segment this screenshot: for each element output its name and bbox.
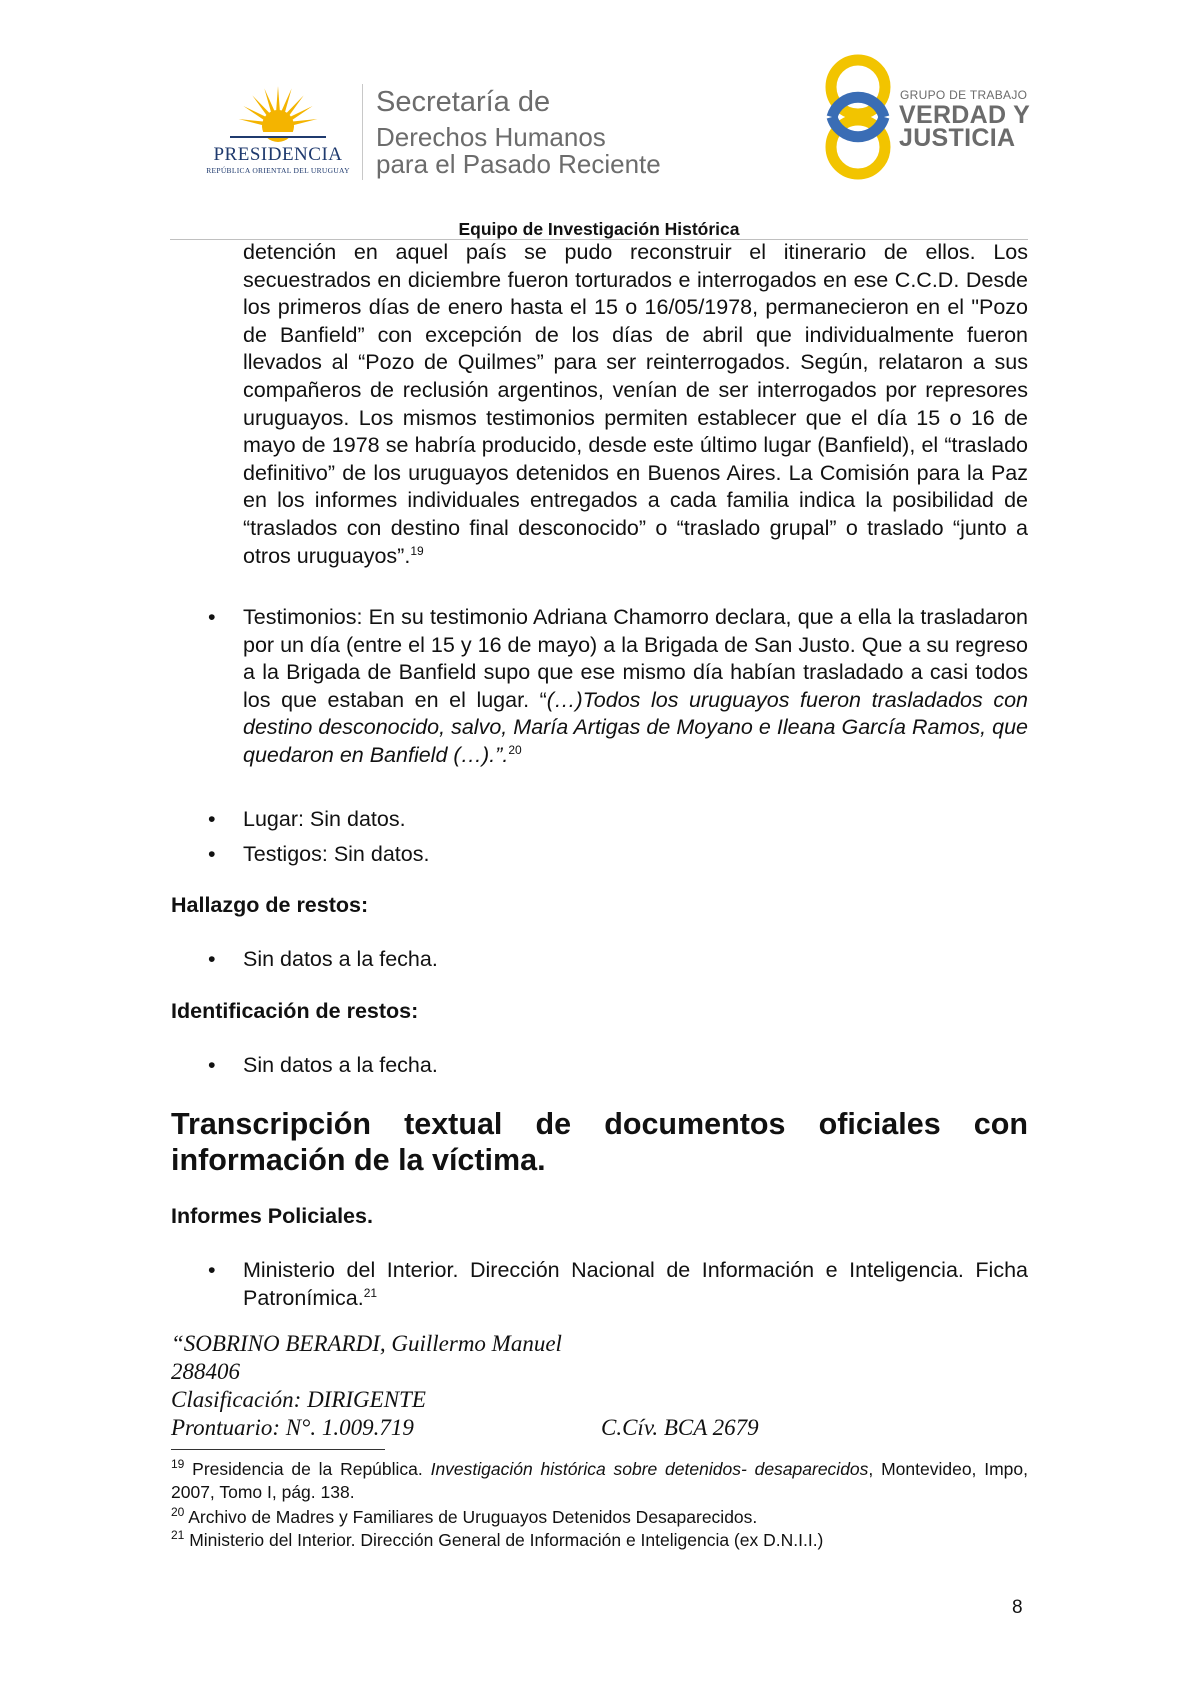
record-number-line: 288406 bbox=[171, 1359, 240, 1384]
bullet-icon: • bbox=[208, 1053, 216, 1077]
identificacion-item: Sin datos a la fecha. bbox=[243, 1053, 438, 1077]
footnote-text: , Montevideo, Impo, 2007, Tomo I, pág. 138. bbox=[171, 1459, 1028, 1502]
record-classification-line: Clasificación: DIRIGENTE bbox=[171, 1387, 426, 1412]
record-name-line: “SOBRINO BERARDI, Guillermo Manuel bbox=[171, 1331, 562, 1356]
bullet-icon: • bbox=[208, 842, 216, 866]
bullet-icon: • bbox=[208, 605, 216, 629]
testimonios-paragraph bbox=[243, 604, 1028, 770]
footnote-19 bbox=[171, 1458, 1028, 1504]
record-prontuario-line: Prontuario: N°. 1.009.719 bbox=[171, 1415, 414, 1440]
footnote-italic-title: Investigación histórica sobre detenidos- desaparecidos bbox=[430, 1459, 869, 1479]
itinerary-paragraph bbox=[243, 239, 1028, 570]
hallazgo-heading: Hallazgo de restos: bbox=[171, 893, 369, 917]
bullet-icon: • bbox=[208, 947, 216, 971]
footnote-rule bbox=[171, 1449, 385, 1450]
hallazgo-item: Sin datos a la fecha. bbox=[243, 947, 438, 971]
footnote-number: 21 bbox=[171, 1528, 185, 1543]
footnote-text: Archivo de Madres y Familiares de Uruguayos Detenidos Desaparecidos. bbox=[184, 1507, 758, 1527]
testigos-item: Testigos: Sin datos. bbox=[243, 842, 430, 866]
footnote-number: 19 bbox=[171, 1457, 185, 1472]
footnote-21 bbox=[171, 1529, 823, 1552]
presidencia-sublabel: REPÚBLICA ORIENTAL DEL URUGUAY bbox=[206, 166, 350, 175]
testimonios-text: Testimonios: En su testimonio Adriana Chamorro declara, que a ella la trasladaron por un día (entre el 15 y 16 de mayo) a la Brigada de San Justo. Que a su regreso a la Brigada de Banfield supo que ese mismo día habían trasladado a casi todos los que estaban en el lugar. “ bbox=[243, 605, 1028, 712]
page-header-title: Equipo de Investigación Histórica bbox=[458, 219, 740, 239]
footnote-text: Ministerio del Interior. Dirección General de Información e Inteligencia (ex D.N.I.I.) bbox=[184, 1530, 824, 1550]
presidencia-label: PRESIDENCIA bbox=[213, 144, 343, 165]
header-divider bbox=[362, 84, 363, 180]
footnote-ref-20[interactable]: 20 bbox=[508, 742, 522, 757]
lugar-item: Lugar: Sin datos. bbox=[243, 807, 406, 831]
footnote-ref-21[interactable]: 21 bbox=[363, 1285, 378, 1300]
testimonios-quote: (…)Todos los uruguayos fueron trasladados con destino desconocido, salvo, María Artigas de Moyano e Ileana García Ramos, que quedaron en Banfield (…).”. bbox=[243, 687, 1028, 767]
bullet-icon: • bbox=[208, 807, 216, 831]
secretaria-title-line2: Derechos Humanos bbox=[376, 122, 606, 152]
ministerio-text: Ministerio del Interior. Dirección Nacional de Información e Inteligencia. Ficha Patronímica. bbox=[243, 1258, 1028, 1310]
secretaria-title-line3: para el Pasado Reciente bbox=[376, 149, 661, 179]
ministerio-item bbox=[243, 1257, 1028, 1312]
bullet-icon: • bbox=[208, 1258, 216, 1282]
transcripcion-heading: Transcripción textual de documentos oficiales con información de la víctima. bbox=[171, 1107, 1028, 1177]
itinerary-text: detención en aquel país se pudo reconstruir el itinerario de ellos. Los secuestrados en diciembre fueron torturados e interrogados en ese C.C.D. Desde los primeros días de enero hasta el 15 o 16/05/1978, permanecieron en el "Pozo de Banfield” con excepción de los días de abril que individualmente fueron llevados al “Pozo de Quilmes” para ser reinterrogados. Según, relataron a sus compañeros de reclusión argentinos, venían de ser interrogados por represores uruguayos. Los mismos testimonios permiten establecer que el día 15 o 16 de mayo de 1978 se habría producido, desde este último lugar (Banfield), el “traslado definitivo” de los uruguayos detenidos en Buenos Aires. La Comisión para la Paz en los informes individuales entregados a cada familia indica la posibilidad de “traslados con destino final desconocido” o “traslado grupal” o traslado “junto a otros uruguayos”. bbox=[243, 240, 1028, 568]
grupo-verdad-label: VERDAD Y bbox=[899, 101, 1031, 129]
informes-heading: Informes Policiales. bbox=[171, 1204, 373, 1228]
footnote-20 bbox=[171, 1506, 757, 1529]
footnote-ref-19[interactable]: 19 bbox=[410, 543, 424, 558]
record-cciv-line: C.Cív. BCA 2679 bbox=[601, 1415, 759, 1440]
footnote-text: Presidencia de la República. bbox=[184, 1459, 431, 1479]
secretaria-title-line1: Secretaría de bbox=[376, 86, 551, 118]
page-number: 8 bbox=[1012, 1597, 1023, 1618]
grupo-trabajo-label: GRUPO DE TRABAJO bbox=[900, 88, 1028, 102]
verdad-justicia-rings-logo bbox=[818, 54, 898, 180]
footnote-number: 20 bbox=[171, 1505, 185, 1520]
grupo-justicia-label: JUSTICIA bbox=[899, 124, 1016, 152]
identificacion-heading: Identificación de restos: bbox=[171, 999, 419, 1023]
